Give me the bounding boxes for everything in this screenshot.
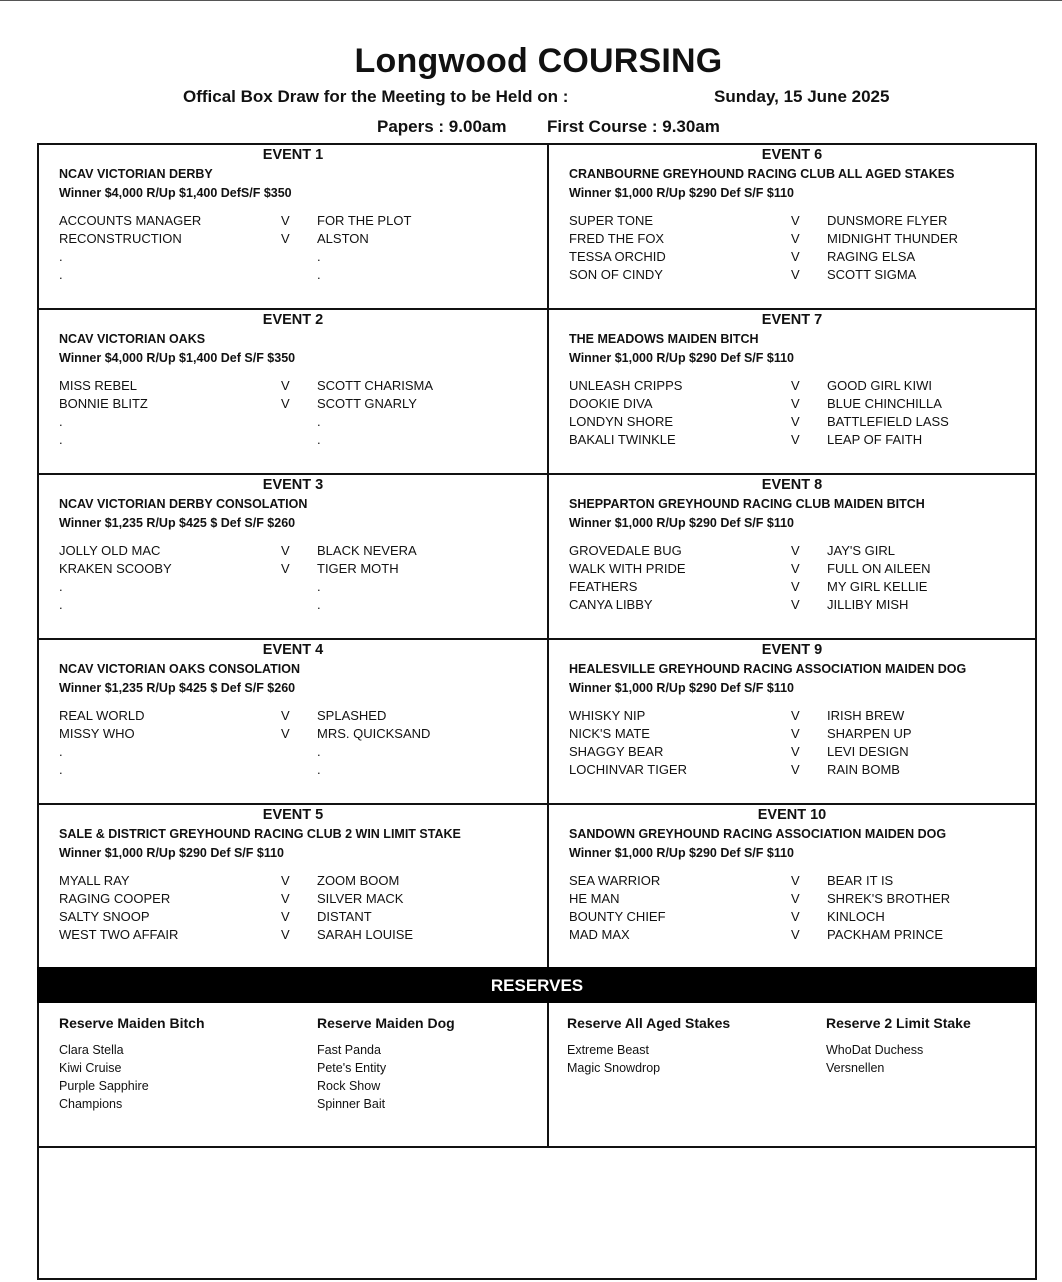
runner-red: SON OF CINDY	[569, 267, 663, 282]
event-name: CRANBOURNE GREYHOUND RACING CLUB ALL AGED STAKES	[569, 167, 955, 181]
event-cell	[37, 473, 547, 638]
event-prize: Winner $1,000 R/Up $290 Def S/F $110	[569, 681, 794, 695]
runner-pair	[569, 725, 1035, 743]
versus-mark: V	[281, 543, 290, 558]
runner-white: .	[317, 579, 321, 594]
runner-red: .	[59, 249, 63, 264]
runner-pair	[59, 377, 547, 395]
reserve-group-title: Reserve All Aged Stakes	[567, 1015, 731, 1031]
event-number: EVENT 9	[761, 642, 823, 658]
runner-pair	[569, 872, 1035, 890]
meeting-date: Sunday, 15 June 2025	[714, 87, 890, 106]
runner-red: SEA WARRIOR	[569, 873, 661, 888]
runner-red: UNLEASH CRIPPS	[569, 378, 683, 393]
runner-pair	[59, 743, 547, 761]
reserve-group	[317, 1015, 455, 1113]
reserve-group	[826, 1015, 971, 1077]
runner-white: FULL ON AILEEN	[827, 561, 931, 576]
runner-red: MYALL RAY	[59, 873, 130, 888]
event-cell	[547, 143, 1037, 308]
runner-pair	[569, 413, 1035, 431]
runner-white: ZOOM BOOM	[317, 873, 400, 888]
runner-white: TIGER MOTH	[317, 561, 399, 576]
runner-red: SUPER TONE	[569, 213, 654, 228]
runner-red: .	[59, 414, 63, 429]
reserve-item: WhoDat Duchess	[826, 1043, 924, 1057]
runner-pair	[59, 413, 547, 431]
runner-pair	[59, 926, 547, 944]
reserves-section	[37, 1003, 1037, 1148]
runner-red: MAD MAX	[569, 927, 630, 942]
runner-white: DUNSMORE FLYER	[827, 213, 948, 228]
runner-pair	[569, 707, 1035, 725]
versus-mark: V	[791, 249, 800, 264]
versus-mark: V	[281, 231, 290, 246]
runner-white: .	[317, 414, 321, 429]
runner-white: SHARPEN UP	[827, 726, 912, 741]
runner-white: .	[317, 762, 321, 777]
runner-list	[569, 212, 1035, 284]
runner-white: DISTANT	[317, 909, 372, 924]
event-prize: Winner $1,235 R/Up $425 $ Def S/F $260	[59, 681, 296, 695]
runner-pair	[569, 212, 1035, 230]
runner-white: RAIN BOMB	[827, 762, 900, 777]
versus-mark	[281, 431, 317, 449]
runner-pair	[569, 395, 1035, 413]
event-number: EVENT 3	[262, 477, 324, 493]
versus-mark: V	[791, 213, 800, 228]
event-prize: Winner $4,000 R/Up $1,400 DefS/F $350	[59, 186, 292, 200]
runner-white: ALSTON	[317, 231, 369, 246]
versus-mark: V	[281, 909, 290, 924]
event-cell	[37, 308, 547, 473]
runner-list	[569, 377, 1035, 449]
reserve-item: Clara Stella	[59, 1043, 124, 1057]
event-cell	[547, 308, 1037, 473]
runner-pair	[59, 266, 547, 284]
runner-red: WHISKY NIP	[569, 708, 646, 723]
versus-mark	[281, 266, 317, 284]
runner-white: BLACK NEVERA	[317, 543, 417, 558]
runner-red: WALK WITH PRIDE	[569, 561, 686, 576]
runner-red: HE MAN	[569, 891, 620, 906]
event-cell	[547, 473, 1037, 638]
runner-white: MRS. QUICKSAND	[317, 726, 431, 741]
draw-label: Offical Box Draw for the Meeting to be Held on :	[183, 87, 569, 106]
runner-pair	[59, 431, 547, 449]
event-number: EVENT 5	[262, 807, 324, 823]
events-row	[37, 143, 1037, 308]
runner-white: BATTLEFIELD LASS	[827, 414, 949, 429]
runner-pair	[59, 596, 547, 614]
event-number: EVENT 1	[262, 147, 324, 163]
runner-pair	[569, 578, 1035, 596]
event-cell	[37, 803, 547, 968]
versus-mark: V	[281, 708, 290, 723]
runner-pair	[59, 560, 547, 578]
runner-white: MIDNIGHT THUNDER	[827, 231, 958, 246]
event-number: EVENT 7	[761, 312, 823, 328]
runner-red: BOUNTY CHIEF	[569, 909, 666, 924]
event-prize: Winner $4,000 R/Up $1,400 Def S/F $350	[59, 351, 296, 365]
reserves-header: RESERVES	[37, 967, 1037, 1003]
runner-pair	[569, 230, 1035, 248]
reserve-item: Magic Snowdrop	[567, 1061, 661, 1075]
versus-mark	[281, 743, 317, 761]
event-cell	[547, 638, 1037, 803]
reserves-left-cell	[37, 1003, 547, 1148]
events-grid	[37, 143, 1037, 968]
versus-mark: V	[791, 432, 800, 447]
runner-red: .	[59, 597, 63, 612]
reserve-group-title: Reserve Maiden Dog	[317, 1015, 455, 1031]
runner-pair	[569, 890, 1035, 908]
runner-white: JAY'S GIRL	[827, 543, 895, 558]
runner-list	[59, 707, 547, 779]
reserve-item: Pete's Entity	[317, 1061, 387, 1075]
runner-white: KINLOCH	[827, 909, 885, 924]
runner-list	[59, 377, 547, 449]
runner-red: CANYA LIBBY	[569, 597, 653, 612]
runner-pair	[59, 890, 547, 908]
runner-pair	[59, 212, 547, 230]
runner-pair	[59, 872, 547, 890]
event-cell	[37, 143, 547, 308]
versus-mark: V	[281, 726, 290, 741]
runner-list	[569, 872, 1035, 944]
versus-mark: V	[791, 744, 800, 759]
versus-mark	[281, 413, 317, 431]
runner-white: BEAR IT IS	[827, 873, 894, 888]
versus-mark: V	[281, 891, 290, 906]
versus-mark: V	[791, 597, 800, 612]
versus-mark: V	[791, 927, 800, 942]
reserve-item: Spinner Bait	[317, 1097, 386, 1111]
versus-mark: V	[791, 378, 800, 393]
versus-mark: V	[791, 561, 800, 576]
versus-mark: V	[791, 873, 800, 888]
runner-pair	[569, 761, 1035, 779]
versus-mark: V	[281, 927, 290, 942]
runner-pair	[569, 431, 1035, 449]
runner-list	[569, 707, 1035, 779]
runner-pair	[569, 560, 1035, 578]
versus-mark: V	[791, 396, 800, 411]
runner-white: SPLASHED	[317, 708, 387, 723]
versus-mark: V	[791, 414, 800, 429]
runner-pair	[59, 230, 547, 248]
versus-mark: V	[281, 396, 290, 411]
runner-white: MY GIRL KELLIE	[827, 579, 928, 594]
versus-mark: V	[791, 267, 800, 282]
runner-red: .	[59, 744, 63, 759]
reserve-item: Fast Panda	[317, 1043, 381, 1057]
versus-mark: V	[791, 891, 800, 906]
reserve-group	[59, 1015, 205, 1113]
event-name: NCAV VICTORIAN OAKS	[59, 332, 206, 346]
versus-mark: V	[791, 708, 800, 723]
runner-pair	[569, 266, 1035, 284]
event-number: EVENT 8	[761, 477, 823, 493]
runner-pair	[569, 248, 1035, 266]
event-name: SALE & DISTRICT GREYHOUND RACING CLUB 2 WIN LIMIT STAKE	[59, 827, 461, 841]
runner-red: MISSY WHO	[59, 726, 135, 741]
runner-white: .	[317, 267, 321, 282]
versus-mark: V	[281, 561, 290, 576]
runner-pair	[569, 377, 1035, 395]
reserve-item: Champions	[59, 1097, 123, 1111]
runner-white: IRISH BREW	[827, 708, 905, 723]
event-prize: Winner $1,000 R/Up $290 Def S/F $110	[59, 846, 284, 860]
event-number: EVENT 2	[262, 312, 324, 328]
runner-list	[59, 872, 547, 944]
runner-white: .	[317, 432, 321, 447]
runner-red: RAGING COOPER	[59, 891, 171, 906]
runner-pair	[59, 542, 547, 560]
reserve-item: Kiwi Cruise	[59, 1061, 122, 1075]
event-name: NCAV VICTORIAN OAKS CONSOLATION	[59, 662, 300, 676]
runner-pair	[569, 926, 1035, 944]
runner-white: LEVI DESIGN	[827, 744, 909, 759]
runner-red: WEST TWO AFFAIR	[59, 927, 179, 942]
versus-mark: V	[791, 762, 800, 777]
versus-mark	[281, 248, 317, 266]
runner-white: GOOD GIRL KIWI	[827, 378, 932, 393]
notes-box	[37, 1146, 1037, 1280]
event-name: THE MEADOWS MAIDEN BITCH	[569, 332, 759, 346]
runner-pair	[569, 596, 1035, 614]
runner-red: .	[59, 579, 63, 594]
runner-white: LEAP OF FAITH	[827, 432, 923, 447]
runner-red: MISS REBEL	[59, 378, 138, 393]
runner-red: ACCOUNTS MANAGER	[59, 213, 202, 228]
event-number: EVENT 6	[761, 147, 823, 163]
event-name: NCAV VICTORIAN DERBY CONSOLATION	[59, 497, 308, 511]
runner-red: FRED THE FOX	[569, 231, 665, 246]
papers-time: Papers : 9.00am	[377, 117, 507, 136]
event-number: EVENT 4	[262, 642, 324, 658]
event-name: NCAV VICTORIAN DERBY	[59, 167, 213, 181]
runner-white: PACKHAM PRINCE	[827, 927, 944, 942]
runner-red: .	[59, 267, 63, 282]
reserve-item: Extreme Beast	[567, 1043, 649, 1057]
runner-white: RAGING ELSA	[827, 249, 916, 264]
event-cell	[37, 638, 547, 803]
runner-list	[569, 542, 1035, 614]
runner-list	[59, 212, 547, 284]
reserve-item: Purple Sapphire	[59, 1079, 149, 1093]
events-row	[37, 308, 1037, 473]
runner-red: BONNIE BLITZ	[59, 396, 148, 411]
versus-mark: V	[281, 873, 290, 888]
reserve-item: Versnellen	[826, 1061, 885, 1075]
event-prize: Winner $1,000 R/Up $290 Def S/F $110	[569, 846, 794, 860]
runner-red: GROVEDALE BUG	[569, 543, 682, 558]
runner-white: JILLIBY MISH	[827, 597, 909, 612]
versus-mark: V	[791, 543, 800, 558]
versus-mark	[281, 596, 317, 614]
event-prize: Winner $1,000 R/Up $290 Def S/F $110	[569, 186, 794, 200]
runner-red: JOLLY OLD MAC	[59, 543, 161, 558]
runner-red: DOOKIE DIVA	[569, 396, 653, 411]
runner-white: SCOTT CHARISMA	[317, 378, 434, 393]
top-rule	[0, 0, 1062, 1]
runner-white: .	[317, 744, 321, 759]
versus-mark: V	[791, 231, 800, 246]
event-prize: Winner $1,235 R/Up $425 $ Def S/F $260	[59, 516, 296, 530]
events-row	[37, 638, 1037, 803]
event-cell	[547, 803, 1037, 968]
versus-mark	[281, 578, 317, 596]
runner-red: BAKALI TWINKLE	[569, 432, 676, 447]
runner-red: REAL WORLD	[59, 708, 145, 723]
runner-white: BLUE CHINCHILLA	[827, 396, 942, 411]
versus-mark: V	[281, 213, 290, 228]
runner-white: SCOTT GNARLY	[317, 396, 417, 411]
runner-red: SHAGGY BEAR	[569, 744, 664, 759]
runner-red: RECONSTRUCTION	[59, 231, 182, 246]
event-prize: Winner $1,000 R/Up $290 Def S/F $110	[569, 516, 794, 530]
versus-mark: V	[281, 378, 290, 393]
versus-mark	[281, 761, 317, 779]
runner-pair	[569, 743, 1035, 761]
runner-pair	[59, 725, 547, 743]
versus-mark: V	[791, 909, 800, 924]
runner-white: SARAH LOUISE	[317, 927, 414, 942]
runner-pair	[59, 395, 547, 413]
runner-pair	[59, 248, 547, 266]
runner-white: FOR THE PLOT	[317, 213, 412, 228]
runner-pair	[59, 761, 547, 779]
versus-mark: V	[791, 579, 800, 594]
runner-pair	[59, 578, 547, 596]
runner-red: TESSA ORCHID	[569, 249, 666, 264]
runner-list	[59, 542, 547, 614]
runner-red: KRAKEN SCOOBY	[59, 561, 172, 576]
runner-red: LONDYN SHORE	[569, 414, 674, 429]
runner-white: SHREK'S BROTHER	[827, 891, 951, 906]
event-name: HEALESVILLE GREYHOUND RACING ASSOCIATION MAIDEN DOG	[569, 662, 967, 676]
events-row	[37, 473, 1037, 638]
runner-red: LOCHINVAR TIGER	[569, 762, 687, 777]
runner-pair	[59, 707, 547, 725]
event-number: EVENT 10	[757, 807, 827, 823]
runner-red: FEATHERS	[569, 579, 638, 594]
events-row	[37, 803, 1037, 968]
event-name: SHEPPARTON GREYHOUND RACING CLUB MAIDEN BITCH	[569, 497, 925, 511]
runner-pair	[59, 908, 547, 926]
runner-white: .	[317, 597, 321, 612]
runner-white: SCOTT SIGMA	[827, 267, 917, 282]
reserve-item: Rock Show	[317, 1079, 381, 1093]
first-course-time: First Course : 9.30am	[547, 117, 720, 136]
event-prize: Winner $1,000 R/Up $290 Def S/F $110	[569, 351, 794, 365]
runner-red: SALTY SNOOP	[59, 909, 150, 924]
reserve-group-title: Reserve Maiden Bitch	[59, 1015, 205, 1031]
reserves-right-cell	[547, 1003, 1037, 1148]
reserve-group	[567, 1015, 730, 1077]
runner-pair	[569, 908, 1035, 926]
page-title: Longwood COURSING	[354, 42, 723, 80]
runner-red: NICK'S MATE	[569, 726, 650, 741]
reserve-group-title: Reserve 2 Limit Stake	[826, 1015, 971, 1031]
runner-red: .	[59, 432, 63, 447]
versus-mark: V	[791, 726, 800, 741]
runner-red: .	[59, 762, 63, 777]
event-name: SANDOWN GREYHOUND RACING ASSOCIATION MAIDEN DOG	[569, 827, 947, 841]
runner-white: SILVER MACK	[317, 891, 404, 906]
runner-pair	[569, 542, 1035, 560]
runner-white: .	[317, 249, 321, 264]
